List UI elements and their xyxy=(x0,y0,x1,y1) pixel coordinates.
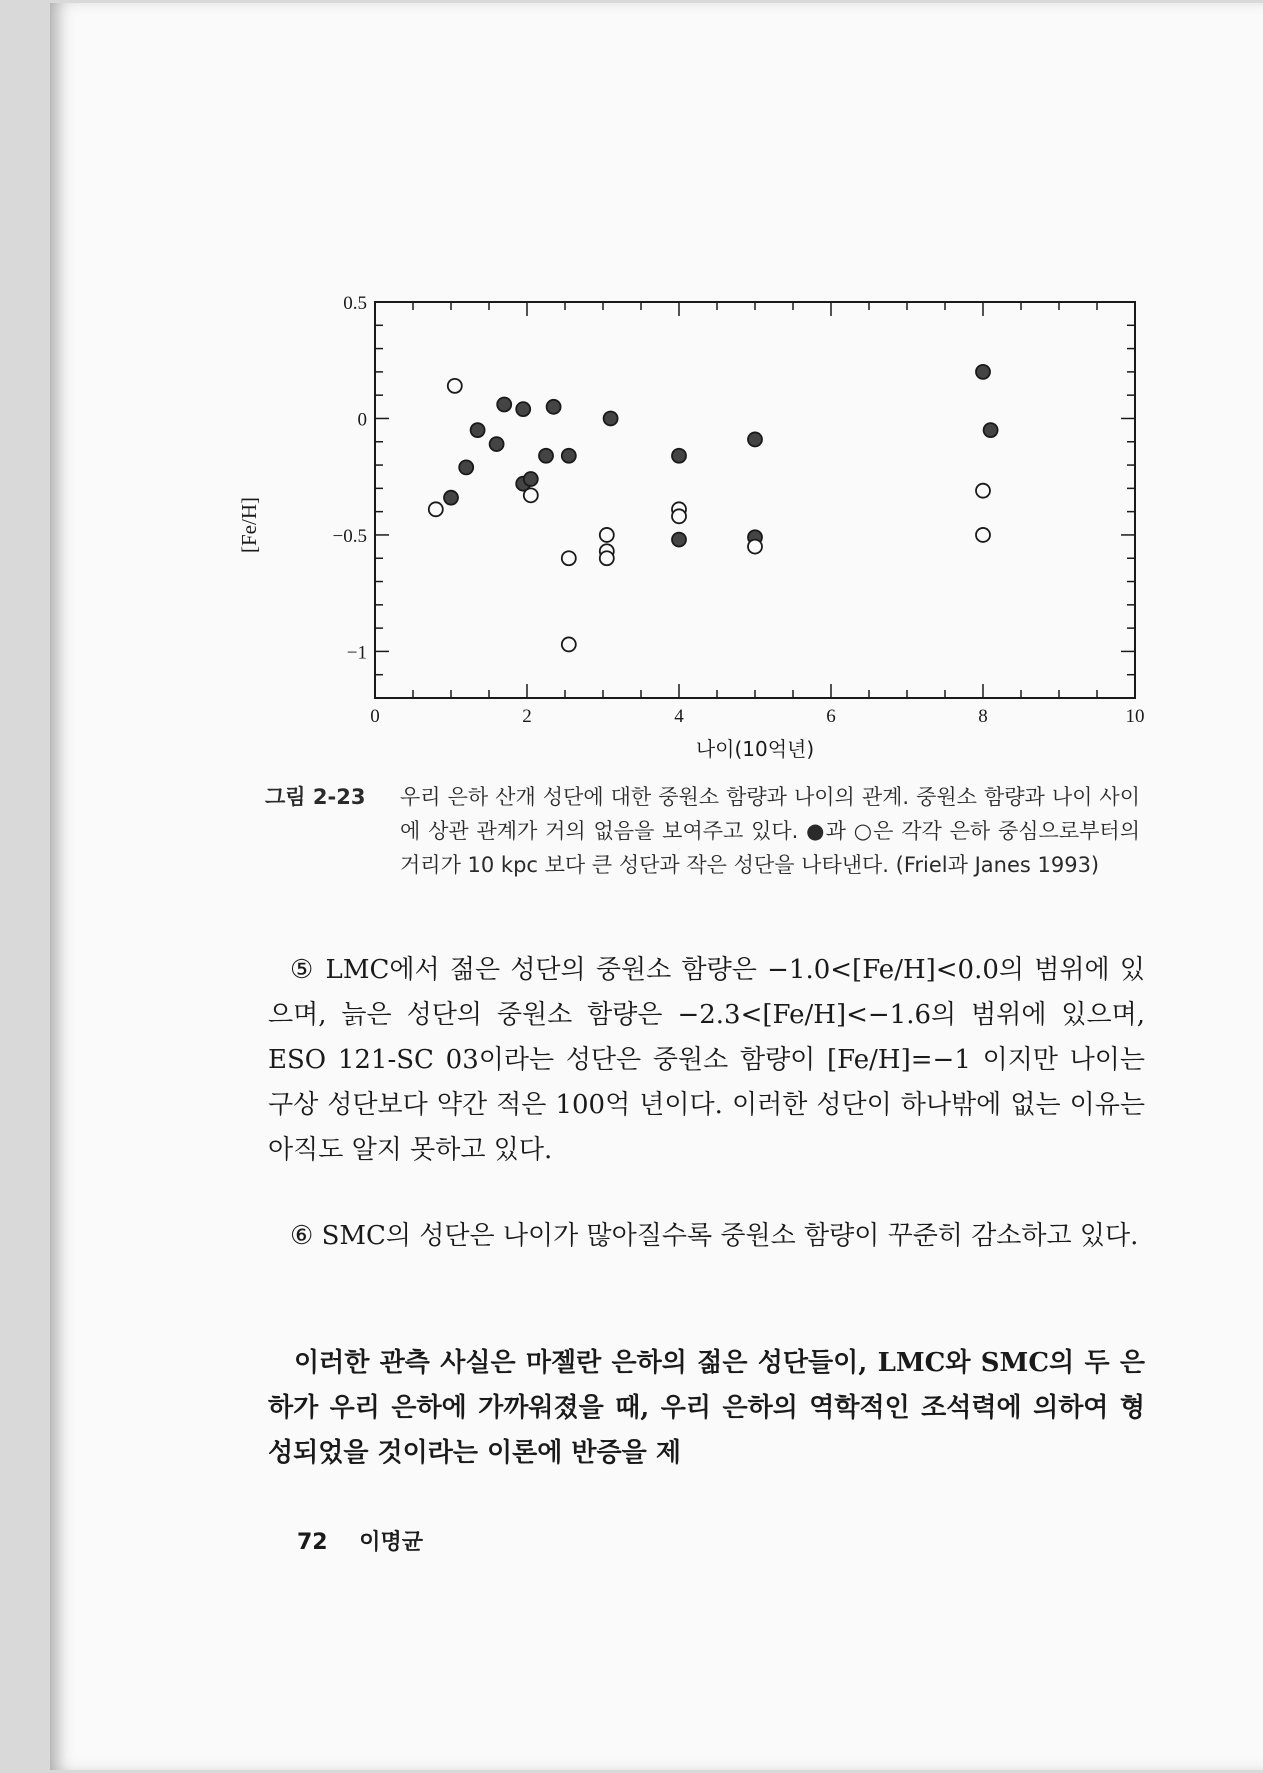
data-point-open xyxy=(448,379,462,393)
caption-label: 그림 2-23 xyxy=(265,785,366,809)
page-footer xyxy=(297,1525,447,1556)
x-tick-label: 6 xyxy=(826,706,836,727)
data-point-open xyxy=(429,502,443,516)
data-point-filled xyxy=(604,411,618,425)
page-number: 72 xyxy=(297,1530,328,1555)
y-tick-label: −0.5 xyxy=(332,525,367,547)
book-page xyxy=(50,3,1263,1770)
plot-frame xyxy=(375,302,1135,698)
data-point-filled xyxy=(471,423,485,437)
data-point-filled xyxy=(459,460,473,474)
caption-text: 우리 은하 산개 성단에 대한 중원소 함량과 나이의 관계. 중원소 함량과 나이 사이에 상관 관계가 거의 없음을 보여주고 있다. ●과 ○은 각각 은하 중심으로부터의 거리가 10 kpc 보다 큰 성단과 작은 성단을 나타낸다. (Friel과 Janes 1993) xyxy=(400,785,1140,877)
data-point-filled xyxy=(672,533,686,547)
data-point-filled xyxy=(976,365,990,379)
data-point-open xyxy=(748,540,762,554)
y-axis-label: [Fe/H] xyxy=(237,497,261,553)
data-point-filled xyxy=(524,472,538,486)
figure-2-23 xyxy=(230,285,1190,770)
data-point-filled xyxy=(984,423,998,437)
data-point-filled xyxy=(444,491,458,505)
x-tick-label: 4 xyxy=(674,706,684,727)
data-point-filled xyxy=(497,397,511,411)
x-tick-label: 10 xyxy=(1125,706,1145,727)
y-tick-label: −1 xyxy=(346,642,367,664)
data-point-open xyxy=(562,637,576,651)
paragraph-main: 이러한 관측 사실은 마젤란 은하의 젊은 성단들이, LMC와 SMC의 두 은하가 우리 은하에 가까워졌을 때, 우리 은하의 역학적인 조석력에 의하여 형성되었을 것이라는 이론에 반증을 제 xyxy=(268,1348,1145,1468)
data-point-open xyxy=(524,488,538,502)
y-tick-label: 0 xyxy=(357,409,367,431)
x-axis-label: 나이(10억년) xyxy=(695,737,815,761)
x-tick-label: 2 xyxy=(522,706,532,727)
data-point-filled xyxy=(562,449,576,463)
data-point-filled xyxy=(547,400,561,414)
paragraph-5: ⑤ LMC에서 젊은 성단의 중원소 함량은 −1.0<[Fe/H]<0.0의 범위에 있으며, 늙은 성단의 중원소 함량은 −2.3<[Fe/H]<−1.6의 범위에 있으며, ESO 121-SC 03이라는 성단은 중원소 함량이 [Fe/H]=−1 이지만 나이는 구상 성단보다 약간 적은 100억 년이다. 이러한 성단이 하나밖에 없는 이유는 아직도 알지 못하고 있다. xyxy=(268,955,1145,1165)
data-point-open xyxy=(976,528,990,542)
data-point-open xyxy=(562,551,576,565)
data-point-open xyxy=(672,509,686,523)
x-tick-label: 0 xyxy=(370,706,380,727)
data-point-open xyxy=(600,551,614,565)
y-tick-label: 0.5 xyxy=(343,293,367,314)
data-point-filled xyxy=(539,449,553,463)
data-point-filled xyxy=(516,402,530,416)
paragraph-6: ⑥ SMC의 성단은 나이가 많아질수록 중원소 함량이 꾸준히 감소하고 있다. xyxy=(290,1221,1139,1251)
data-point-filled xyxy=(490,437,504,451)
data-point-open xyxy=(976,484,990,498)
x-tick-label: 8 xyxy=(978,706,988,727)
data-point-open xyxy=(600,528,614,542)
scatter-plot xyxy=(230,285,1190,770)
data-point-filled xyxy=(748,432,762,446)
author-name: 이명균 xyxy=(359,1530,424,1555)
data-point-filled xyxy=(672,449,686,463)
